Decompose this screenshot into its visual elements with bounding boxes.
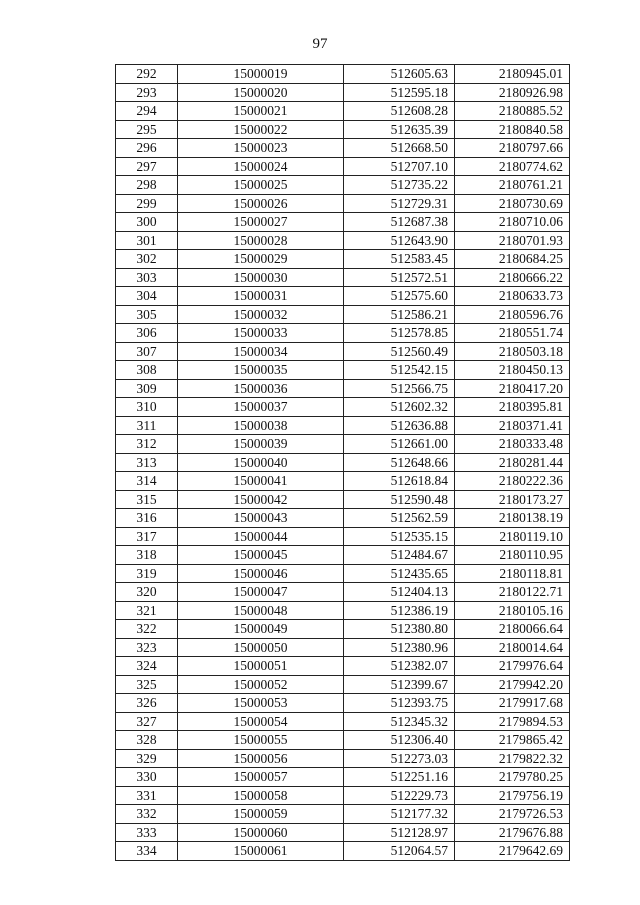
y-coordinate-cell: 2179642.69 — [455, 842, 570, 861]
table-row — [116, 416, 570, 435]
row-index-cell: 294 — [116, 102, 178, 121]
y-coordinate-cell: 2179756.19 — [455, 786, 570, 805]
x-coordinate-cell: 512618.84 — [344, 472, 455, 491]
y-coordinate-cell: 2179822.32 — [455, 749, 570, 768]
x-coordinate-cell: 512484.67 — [344, 546, 455, 565]
y-coordinate-cell: 2180666.22 — [455, 268, 570, 287]
row-index-cell: 325 — [116, 675, 178, 694]
x-coordinate-cell: 512578.85 — [344, 324, 455, 343]
x-coordinate-cell: 512636.88 — [344, 416, 455, 435]
y-coordinate-cell: 2180774.62 — [455, 157, 570, 176]
x-coordinate-cell: 512177.32 — [344, 805, 455, 824]
y-coordinate-cell: 2179676.88 — [455, 823, 570, 842]
point-id-cell: 15000057 — [178, 768, 344, 787]
row-index-cell: 331 — [116, 786, 178, 805]
table-row — [116, 435, 570, 454]
y-coordinate-cell: 2180138.19 — [455, 509, 570, 528]
x-coordinate-cell: 512404.13 — [344, 583, 455, 602]
x-coordinate-cell: 512661.00 — [344, 435, 455, 454]
x-coordinate-cell: 512586.21 — [344, 305, 455, 324]
row-index-cell: 315 — [116, 490, 178, 509]
table-row — [116, 194, 570, 213]
y-coordinate-cell: 2180684.25 — [455, 250, 570, 269]
x-coordinate-cell: 512435.65 — [344, 564, 455, 583]
x-coordinate-cell: 512643.90 — [344, 231, 455, 250]
point-id-cell: 15000020 — [178, 83, 344, 102]
x-coordinate-cell: 512605.63 — [344, 65, 455, 84]
row-index-cell: 305 — [116, 305, 178, 324]
y-coordinate-cell: 2180840.58 — [455, 120, 570, 139]
row-index-cell: 306 — [116, 324, 178, 343]
y-coordinate-cell: 2180417.20 — [455, 379, 570, 398]
x-coordinate-cell: 512602.32 — [344, 398, 455, 417]
row-index-cell: 316 — [116, 509, 178, 528]
y-coordinate-cell: 2180066.64 — [455, 620, 570, 639]
row-index-cell: 317 — [116, 527, 178, 546]
row-index-cell: 313 — [116, 453, 178, 472]
row-index-cell: 300 — [116, 213, 178, 232]
point-id-cell: 15000054 — [178, 712, 344, 731]
table-row — [116, 361, 570, 380]
point-id-cell: 15000026 — [178, 194, 344, 213]
x-coordinate-cell: 512595.18 — [344, 83, 455, 102]
table-row — [116, 305, 570, 324]
table-row — [116, 139, 570, 158]
row-index-cell: 312 — [116, 435, 178, 454]
x-coordinate-cell: 512393.75 — [344, 694, 455, 713]
table-row — [116, 768, 570, 787]
point-id-cell: 15000041 — [178, 472, 344, 491]
table-row — [116, 805, 570, 824]
y-coordinate-cell: 2180119.10 — [455, 527, 570, 546]
table-row — [116, 583, 570, 602]
point-id-cell: 15000024 — [178, 157, 344, 176]
table-row — [116, 250, 570, 269]
y-coordinate-cell: 2180118.81 — [455, 564, 570, 583]
point-id-cell: 15000048 — [178, 601, 344, 620]
point-id-cell: 15000036 — [178, 379, 344, 398]
row-index-cell: 321 — [116, 601, 178, 620]
row-index-cell: 319 — [116, 564, 178, 583]
y-coordinate-cell: 2180281.44 — [455, 453, 570, 472]
row-index-cell: 303 — [116, 268, 178, 287]
row-index-cell: 334 — [116, 842, 178, 861]
row-index-cell: 298 — [116, 176, 178, 195]
table-row — [116, 786, 570, 805]
point-id-cell: 15000060 — [178, 823, 344, 842]
point-id-cell: 15000019 — [178, 65, 344, 84]
y-coordinate-cell: 2180926.98 — [455, 83, 570, 102]
y-coordinate-cell: 2179894.53 — [455, 712, 570, 731]
x-coordinate-cell: 512562.59 — [344, 509, 455, 528]
table-row — [116, 620, 570, 639]
x-coordinate-cell: 512380.96 — [344, 638, 455, 657]
x-coordinate-cell: 512273.03 — [344, 749, 455, 768]
y-coordinate-cell: 2180945.01 — [455, 65, 570, 84]
point-id-cell: 15000033 — [178, 324, 344, 343]
point-id-cell: 15000058 — [178, 786, 344, 805]
table-row — [116, 749, 570, 768]
table-row — [116, 379, 570, 398]
table-row — [116, 342, 570, 361]
point-id-cell: 15000045 — [178, 546, 344, 565]
point-id-cell: 15000049 — [178, 620, 344, 639]
coordinates-table — [115, 64, 570, 861]
y-coordinate-cell: 2180596.76 — [455, 305, 570, 324]
row-index-cell: 296 — [116, 139, 178, 158]
x-coordinate-cell: 512382.07 — [344, 657, 455, 676]
x-coordinate-cell: 512542.15 — [344, 361, 455, 380]
table-row — [116, 213, 570, 232]
point-id-cell: 15000030 — [178, 268, 344, 287]
x-coordinate-cell: 512560.49 — [344, 342, 455, 361]
table-row — [116, 324, 570, 343]
y-coordinate-cell: 2180014.64 — [455, 638, 570, 657]
x-coordinate-cell: 512729.31 — [344, 194, 455, 213]
x-coordinate-cell: 512229.73 — [344, 786, 455, 805]
page-number: 97 — [312, 36, 328, 52]
y-coordinate-cell: 2180633.73 — [455, 287, 570, 306]
row-index-cell: 310 — [116, 398, 178, 417]
x-coordinate-cell: 512583.45 — [344, 250, 455, 269]
x-coordinate-cell: 512128.97 — [344, 823, 455, 842]
table-row — [116, 453, 570, 472]
point-id-cell: 15000035 — [178, 361, 344, 380]
row-index-cell: 314 — [116, 472, 178, 491]
x-coordinate-cell: 512635.39 — [344, 120, 455, 139]
y-coordinate-cell: 2180761.21 — [455, 176, 570, 195]
x-coordinate-cell: 512575.60 — [344, 287, 455, 306]
x-coordinate-cell: 512566.75 — [344, 379, 455, 398]
x-coordinate-cell: 512687.38 — [344, 213, 455, 232]
point-id-cell: 15000040 — [178, 453, 344, 472]
point-id-cell: 15000061 — [178, 842, 344, 861]
x-coordinate-cell: 512064.57 — [344, 842, 455, 861]
table-row — [116, 65, 570, 84]
row-index-cell: 332 — [116, 805, 178, 824]
y-coordinate-cell: 2180110.95 — [455, 546, 570, 565]
table-row — [116, 268, 570, 287]
y-coordinate-cell: 2179780.25 — [455, 768, 570, 787]
point-id-cell: 15000047 — [178, 583, 344, 602]
y-coordinate-cell: 2180730.69 — [455, 194, 570, 213]
point-id-cell: 15000052 — [178, 675, 344, 694]
y-coordinate-cell: 2180797.66 — [455, 139, 570, 158]
point-id-cell: 15000051 — [178, 657, 344, 676]
table-row — [116, 287, 570, 306]
table-row — [116, 398, 570, 417]
row-index-cell: 333 — [116, 823, 178, 842]
row-index-cell: 324 — [116, 657, 178, 676]
point-id-cell: 15000046 — [178, 564, 344, 583]
x-coordinate-cell: 512380.80 — [344, 620, 455, 639]
x-coordinate-cell: 512386.19 — [344, 601, 455, 620]
point-id-cell: 15000023 — [178, 139, 344, 158]
x-coordinate-cell: 512345.32 — [344, 712, 455, 731]
table-row — [116, 472, 570, 491]
table-row — [116, 102, 570, 121]
point-id-cell: 15000050 — [178, 638, 344, 657]
x-coordinate-cell: 512399.67 — [344, 675, 455, 694]
table-row — [116, 546, 570, 565]
table-row — [116, 601, 570, 620]
table-row — [116, 638, 570, 657]
x-coordinate-cell: 512735.22 — [344, 176, 455, 195]
point-id-cell: 15000025 — [178, 176, 344, 195]
point-id-cell: 15000032 — [178, 305, 344, 324]
row-index-cell: 295 — [116, 120, 178, 139]
table-row — [116, 842, 570, 861]
x-coordinate-cell: 512306.40 — [344, 731, 455, 750]
y-coordinate-cell: 2179917.68 — [455, 694, 570, 713]
table-row — [116, 694, 570, 713]
y-coordinate-cell: 2179726.53 — [455, 805, 570, 824]
point-id-cell: 15000028 — [178, 231, 344, 250]
x-coordinate-cell: 512251.16 — [344, 768, 455, 787]
row-index-cell: 327 — [116, 712, 178, 731]
point-id-cell: 15000055 — [178, 731, 344, 750]
row-index-cell: 318 — [116, 546, 178, 565]
row-index-cell: 301 — [116, 231, 178, 250]
point-id-cell: 15000037 — [178, 398, 344, 417]
row-index-cell: 304 — [116, 287, 178, 306]
x-coordinate-cell: 512572.51 — [344, 268, 455, 287]
y-coordinate-cell: 2180503.18 — [455, 342, 570, 361]
table-row — [116, 120, 570, 139]
table-row — [116, 490, 570, 509]
table-row — [116, 176, 570, 195]
x-coordinate-cell: 512535.15 — [344, 527, 455, 546]
x-coordinate-cell: 512648.66 — [344, 453, 455, 472]
row-index-cell: 322 — [116, 620, 178, 639]
point-id-cell: 15000043 — [178, 509, 344, 528]
y-coordinate-cell: 2180222.36 — [455, 472, 570, 491]
x-coordinate-cell: 512608.28 — [344, 102, 455, 121]
y-coordinate-cell: 2179976.64 — [455, 657, 570, 676]
point-id-cell: 15000027 — [178, 213, 344, 232]
y-coordinate-cell: 2180710.06 — [455, 213, 570, 232]
table-row — [116, 657, 570, 676]
table-row — [116, 231, 570, 250]
point-id-cell: 15000038 — [178, 416, 344, 435]
row-index-cell: 330 — [116, 768, 178, 787]
y-coordinate-cell: 2180173.27 — [455, 490, 570, 509]
y-coordinate-cell: 2180333.48 — [455, 435, 570, 454]
y-coordinate-cell: 2180701.93 — [455, 231, 570, 250]
x-coordinate-cell: 512707.10 — [344, 157, 455, 176]
row-index-cell: 311 — [116, 416, 178, 435]
coordinates-table-body — [116, 65, 570, 861]
y-coordinate-cell: 2180450.13 — [455, 361, 570, 380]
y-coordinate-cell: 2180122.71 — [455, 583, 570, 602]
row-index-cell: 308 — [116, 361, 178, 380]
point-id-cell: 15000039 — [178, 435, 344, 454]
row-index-cell: 293 — [116, 83, 178, 102]
point-id-cell: 15000042 — [178, 490, 344, 509]
row-index-cell: 328 — [116, 731, 178, 750]
table-row — [116, 675, 570, 694]
x-coordinate-cell: 512668.50 — [344, 139, 455, 158]
y-coordinate-cell: 2180371.41 — [455, 416, 570, 435]
point-id-cell: 15000034 — [178, 342, 344, 361]
row-index-cell: 297 — [116, 157, 178, 176]
point-id-cell: 15000021 — [178, 102, 344, 121]
table-row — [116, 527, 570, 546]
y-coordinate-cell: 2180551.74 — [455, 324, 570, 343]
table-row — [116, 823, 570, 842]
row-index-cell: 307 — [116, 342, 178, 361]
point-id-cell: 15000053 — [178, 694, 344, 713]
x-coordinate-cell: 512590.48 — [344, 490, 455, 509]
y-coordinate-cell: 2180105.16 — [455, 601, 570, 620]
point-id-cell: 15000029 — [178, 250, 344, 269]
table-row — [116, 564, 570, 583]
row-index-cell: 320 — [116, 583, 178, 602]
row-index-cell: 292 — [116, 65, 178, 84]
point-id-cell: 15000044 — [178, 527, 344, 546]
y-coordinate-cell: 2179865.42 — [455, 731, 570, 750]
point-id-cell: 15000056 — [178, 749, 344, 768]
y-coordinate-cell: 2180885.52 — [455, 102, 570, 121]
y-coordinate-cell: 2180395.81 — [455, 398, 570, 417]
table-row — [116, 731, 570, 750]
row-index-cell: 302 — [116, 250, 178, 269]
row-index-cell: 323 — [116, 638, 178, 657]
table-row — [116, 509, 570, 528]
point-id-cell: 15000059 — [178, 805, 344, 824]
point-id-cell: 15000022 — [178, 120, 344, 139]
y-coordinate-cell: 2179942.20 — [455, 675, 570, 694]
table-row — [116, 157, 570, 176]
row-index-cell: 309 — [116, 379, 178, 398]
table-row — [116, 712, 570, 731]
row-index-cell: 329 — [116, 749, 178, 768]
point-id-cell: 15000031 — [178, 287, 344, 306]
row-index-cell: 326 — [116, 694, 178, 713]
table-row — [116, 83, 570, 102]
row-index-cell: 299 — [116, 194, 178, 213]
